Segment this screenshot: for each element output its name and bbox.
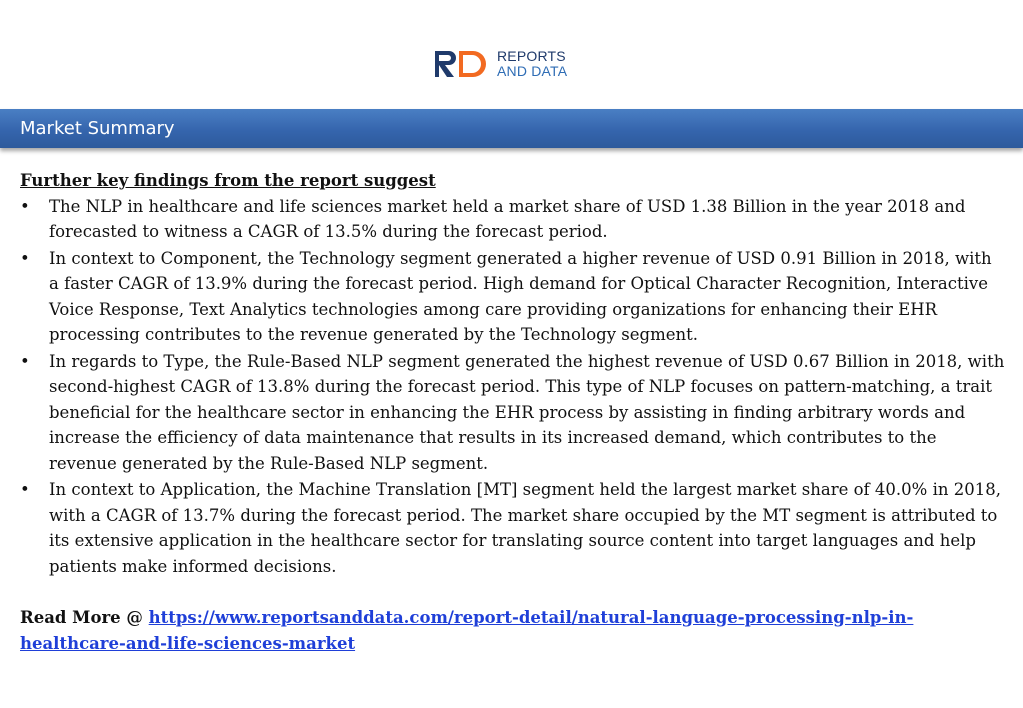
finding-text: The NLP in healthcare and life sciences market held a market share of USD 1.38 Billion in the year 2018 and forecasted to witness a CAGR of 13.5% during the forecast period. (49, 196, 966, 241)
bullet-icon: • (20, 248, 30, 268)
finding-text: In context to Component, the Technology segment generated a higher revenue of USD 0.91 Billion in 2018, with a faster CAGR of 13.9% during the forecast period. High demand for Optical Character Recognition, Interactive Voice Response, Text Analytics technologies among care providing organizations for enhancing their EHR processing contributes to the revenue generated by the Technology segment. (49, 248, 992, 344)
list-item (20, 194, 1005, 245)
read-more-label: Read More @ (20, 608, 149, 627)
list-item (20, 246, 1005, 348)
section-title: Market Summary (20, 118, 175, 139)
document-body (20, 168, 1005, 656)
rd-logo-icon (433, 49, 491, 79)
logo-line-and-data: AND DATA (497, 63, 568, 79)
findings-list (20, 194, 1005, 580)
section-banner (0, 109, 1023, 148)
findings-heading: Further key findings from the report suggest (20, 171, 436, 190)
read-more-line (20, 605, 1005, 656)
list-item (20, 477, 1005, 579)
bullet-icon: • (20, 196, 30, 216)
reports-and-data-logo (433, 47, 567, 81)
bullet-icon: • (20, 351, 30, 371)
finding-text: In context to Application, the Machine Translation [MT] segment held the largest market share of 40.0% in 2018, with a CAGR of 13.7% during the forecast period. The market share occupied by the MT segment is attributed to its extensive application in the healthcare sector for translating source content into target languages and help patients make informed decisions. (49, 480, 1001, 576)
bullet-icon: • (20, 480, 30, 499)
logo-wordmark (497, 49, 567, 79)
logo-line-reports: REPORTS (497, 48, 566, 64)
report-link[interactable]: https://www.reportsanddata.com/report-detail/natural-language-processing-nlp-in-healthcare-and-life-sciences-market (20, 608, 914, 653)
finding-text: In regards to Type, the Rule-Based NLP segment generated the highest revenue of USD 0.67 Billion in 2018, with second-highest CAGR of 13.8% during the forecast period. This type of NLP focuses on pattern-matching, a trait beneficial for the healthcare sector in enhancing the EHR process by assisting in finding arbitrary words and increase the efficiency of data maintenance that results in its increased demand, which contributes to the revenue generated by the Rule-Based NLP segment. (49, 351, 1005, 473)
list-item (20, 349, 1005, 477)
